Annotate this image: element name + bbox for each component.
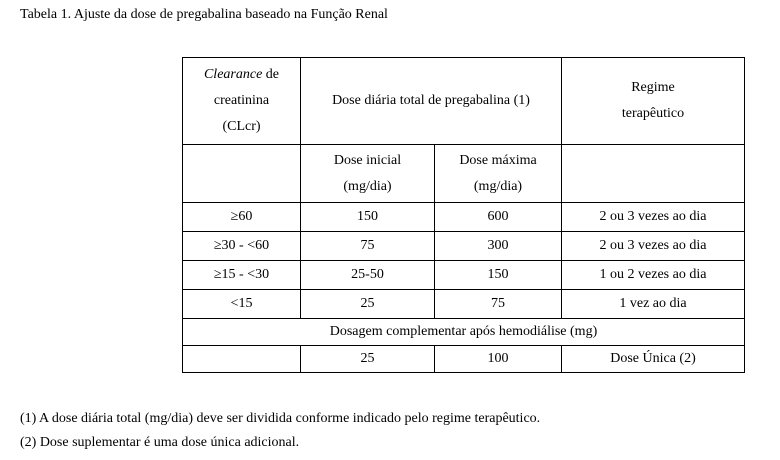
cell-initial: 75 [301, 232, 435, 261]
initial-line2: (mg/dia) [343, 178, 392, 194]
header-initial-dose [301, 145, 435, 203]
subheader-empty [183, 145, 301, 203]
initial-line1: Dose inicial [333, 152, 402, 168]
cell-initial: 25-50 [301, 261, 435, 290]
cell-initial: 150 [301, 203, 435, 232]
cell-regime: 1 ou 2 vezes ao dia [562, 261, 745, 290]
clearance-line3: (CLcr) [222, 119, 261, 134]
complementary-header: Dosagem complementar após hemodiálise (mg) [183, 319, 745, 346]
cell-initial: 25 [301, 290, 435, 319]
table-row [183, 261, 745, 290]
cell-clcr: ≥60 [183, 203, 301, 232]
header-daily-dose: Dose diária total de pregabalina (1) [301, 58, 562, 145]
table-header-row [183, 58, 745, 145]
cell-regime: Dose Única (2) [562, 346, 745, 373]
clearance-line2: creatinina [213, 93, 270, 108]
max-line1: Dose máxima [459, 152, 537, 168]
footnote-2: (2) Dose suplementar é uma dose única adicional. [20, 435, 300, 450]
subheader-empty-regime [562, 145, 745, 203]
footnotes [20, 407, 540, 455]
cell-max: 100 [435, 346, 562, 373]
clearance-italic: Clearance [203, 67, 263, 82]
cell-max: 150 [435, 261, 562, 290]
cell-regime: 2 ou 3 vezes ao dia [562, 232, 745, 261]
table-row [183, 203, 745, 232]
table-subheader-row [183, 145, 745, 203]
regime-line1: Regime [631, 80, 675, 95]
table-row [183, 232, 745, 261]
cell-initial: 25 [301, 346, 435, 373]
cell-max: 75 [435, 290, 562, 319]
dose-adjustment-table [182, 57, 745, 373]
complementary-header-row [183, 319, 745, 346]
cell-regime: 2 ou 3 vezes ao dia [562, 203, 745, 232]
regime-line2: terapêutico [621, 106, 685, 121]
cell-clcr: ≥30 - <60 [183, 232, 301, 261]
header-clearance [183, 58, 301, 145]
cell-regime: 1 vez ao dia [562, 290, 745, 319]
footnote-1: (1) A dose diária total (mg/dia) deve ser dividida conforme indicado pelo regime terapêutico. [20, 411, 541, 426]
header-regime [562, 58, 745, 145]
cell-max: 300 [435, 232, 562, 261]
max-line2: (mg/dia) [473, 178, 523, 194]
table-row [183, 290, 745, 319]
cell-clcr: ≥15 - <30 [183, 261, 301, 290]
header-max-dose [435, 145, 562, 203]
table-caption: Tabela 1. Ajuste da dose de pregabalina baseado na Função Renal [20, 7, 388, 22]
cell-clcr [183, 346, 301, 373]
cell-clcr: <15 [183, 290, 301, 319]
cell-max: 600 [435, 203, 562, 232]
complementary-row [183, 346, 745, 373]
clearance-rest: de [265, 67, 280, 82]
